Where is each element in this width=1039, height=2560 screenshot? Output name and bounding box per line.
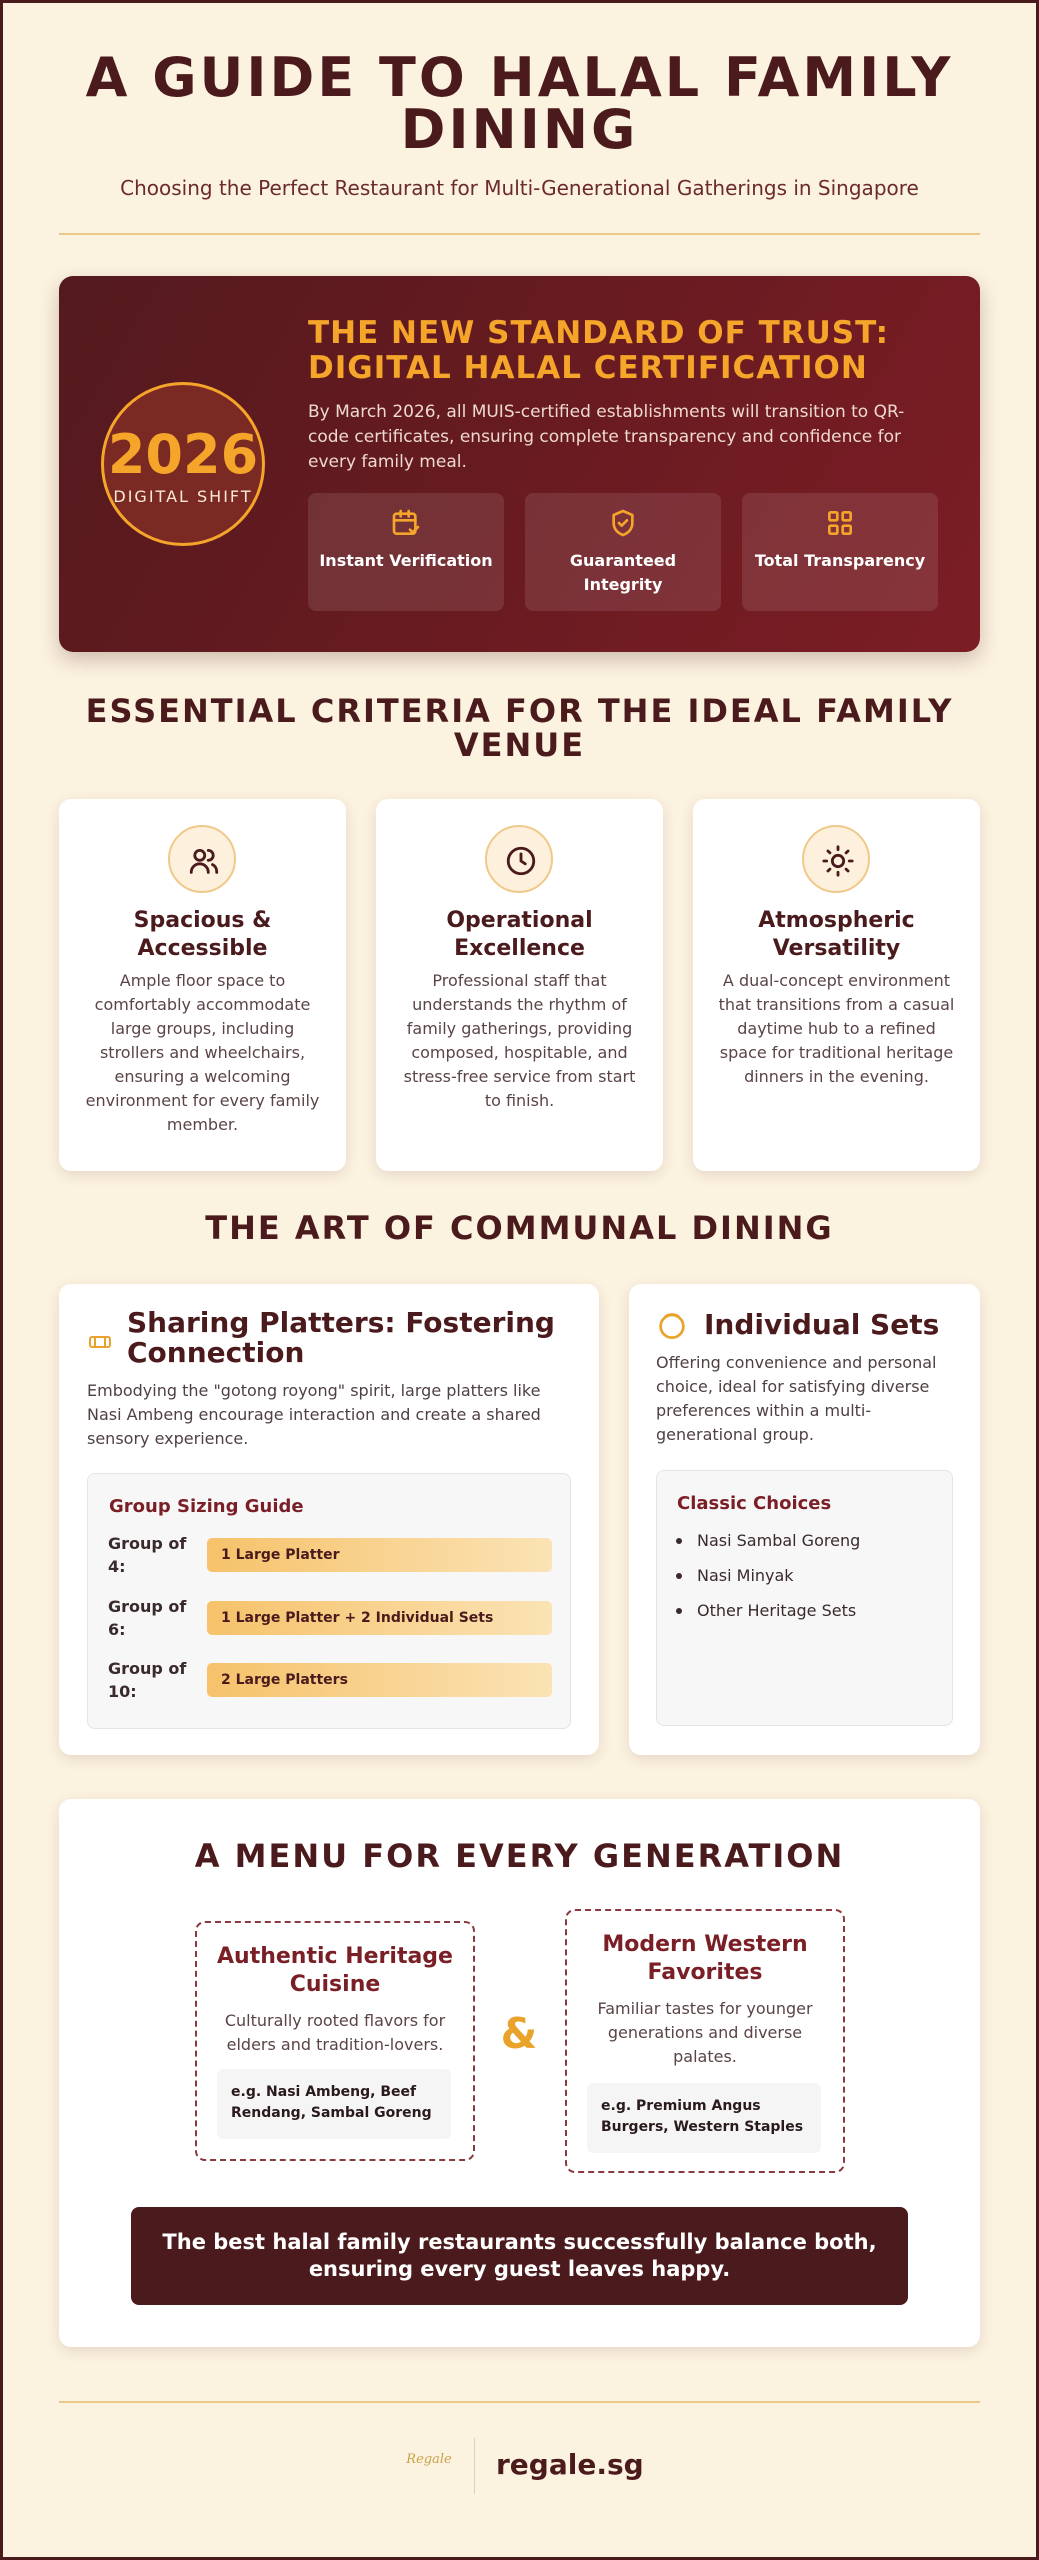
menu-title: A MENU FOR EVERY GENERATION xyxy=(194,1837,845,1875)
page-subtitle: Choosing the Perfect Restaurant for Multi-Generational Gatherings in Singapore xyxy=(120,176,919,200)
heritage-title: Authentic Heritage Cuisine xyxy=(217,1944,453,1997)
platter-icon xyxy=(88,1334,112,1350)
clock-icon xyxy=(504,844,538,878)
western-example: e.g. Premium Angus Burgers, Western Staples xyxy=(587,2083,821,2153)
calendar-check-icon xyxy=(390,507,422,539)
criteria-card-atmospheric xyxy=(693,799,980,1171)
icon-circle xyxy=(802,825,870,893)
individual-sets-text: Offering convenience and personal choice, ideal for satisfying diverse preferences within a multi-generational group. xyxy=(656,1353,937,1444)
group-size-label: Group of 4: xyxy=(108,1534,187,1576)
ampersand: & xyxy=(500,2009,538,2058)
criteria-card-text: A dual-concept environment that transitions from a casual daytime hub to a refined space for traditional heritage dinners in the evening. xyxy=(718,971,955,1086)
year-badge xyxy=(101,382,265,546)
regale-logo: Regale xyxy=(406,2452,452,2467)
footer-brand[interactable]: regale.sg xyxy=(496,2448,644,2481)
icon-circle xyxy=(168,825,236,893)
classic-choices xyxy=(656,1470,953,1726)
list-item: Other Heritage Sets xyxy=(697,1601,857,1620)
users-icon xyxy=(187,844,221,878)
feature-label: Total Transparency xyxy=(754,551,926,570)
feature-guaranteed-integrity xyxy=(525,493,721,611)
badge-label: DIGITAL SHIFT xyxy=(113,487,253,506)
footer-divider xyxy=(59,2401,980,2403)
certification-text: By March 2026, all MUIS-certified establishments will transition to QR-code certificates, ensuring complete transparency and confidence for every family meal. xyxy=(308,402,905,472)
certification-banner xyxy=(59,276,980,652)
group-size-bar: 1 Large Platter xyxy=(207,1538,552,1572)
criteria-card-text: Ample floor space to comfortably accommodate large groups, including strollers and wheelchairs, ensuring a welcoming environment for every family member. xyxy=(85,971,320,1134)
western-favorites-card xyxy=(565,1909,845,2173)
icon-circle xyxy=(485,825,553,893)
group-sizing-guide xyxy=(87,1473,571,1729)
shield-check-icon xyxy=(607,507,639,539)
group-size-label: Group of 10: xyxy=(108,1659,187,1701)
menu-section xyxy=(59,1799,980,2347)
criteria-card-title: Spacious & Accessible xyxy=(133,908,272,961)
feature-instant-verification xyxy=(308,493,504,611)
individual-sets-card xyxy=(629,1284,980,1755)
grid-icon xyxy=(824,507,856,539)
certification-title: THE NEW STANDARD OF TRUST: DIGITAL HALAL CERTIFICATION xyxy=(308,315,889,386)
badge-year: 2026 xyxy=(107,423,259,486)
group-size-label: Group of 6: xyxy=(108,1597,187,1639)
list-item: Nasi Minyak xyxy=(697,1566,794,1585)
criteria-card-title: Operational Excellence xyxy=(446,908,593,961)
footer-separator xyxy=(474,2438,475,2494)
sharing-platters-title: Sharing Platters: Fostering Connection xyxy=(127,1306,555,1369)
sharing-platters-card xyxy=(59,1284,599,1755)
classic-choices-title: Classic Choices xyxy=(677,1493,832,1514)
western-title: Modern Western Favorites xyxy=(602,1932,808,1985)
bowl-icon xyxy=(656,1309,688,1341)
group-sizing-title: Group Sizing Guide xyxy=(109,1496,304,1517)
feature-total-transparency xyxy=(742,493,938,611)
heritage-text: Culturally rooted flavors for elders and tradition-lovers. xyxy=(224,2011,446,2054)
criteria-card-operational xyxy=(376,799,663,1171)
group-size-bar: 2 Large Platters xyxy=(207,1663,552,1697)
feature-label: Guaranteed Integrity xyxy=(569,551,677,594)
group-size-bar: 1 Large Platter + 2 Individual Sets xyxy=(207,1601,552,1635)
header-divider xyxy=(59,233,980,235)
list-item: Nasi Sambal Goreng xyxy=(697,1531,861,1550)
communal-title: THE ART OF COMMUNAL DINING xyxy=(205,1209,834,1247)
individual-sets-title: Individual Sets xyxy=(704,1308,940,1341)
criteria-card-text: Professional staff that understands the rhythm of family gatherings, providing composed, hospitable, and stress-free service from start to finish. xyxy=(403,971,636,1110)
criteria-card-spacious xyxy=(59,799,346,1171)
criteria-card-title: Atmospheric Versatility xyxy=(758,908,915,961)
feature-label: Instant Verification xyxy=(319,551,493,570)
sun-icon xyxy=(821,844,855,878)
conclusion-banner: The best halal family restaurants successfully balance both, ensuring every guest leaves happy. xyxy=(131,2207,908,2305)
heritage-example: e.g. Nasi Ambeng, Beef Rendang, Sambal Goreng xyxy=(217,2069,451,2139)
heritage-cuisine-card xyxy=(195,1921,475,2161)
page-title: A GUIDE TO HALAL FAMILY DINING xyxy=(85,46,954,161)
western-text: Familiar tastes for younger generations and diverse palates. xyxy=(597,1999,813,2066)
criteria-title: ESSENTIAL CRITERIA FOR THE IDEAL FAMILY VENUE xyxy=(85,692,954,764)
sharing-platters-text: Embodying the "gotong royong" spirit, large platters like Nasi Ambeng encourage interaction and create a shared sensory experience. xyxy=(87,1381,541,1448)
